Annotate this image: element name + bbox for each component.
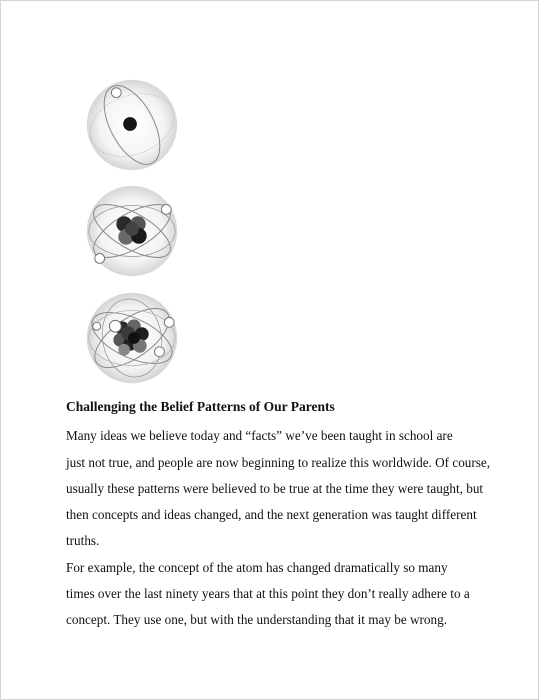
atom-illustration-small-nucleus [83,182,181,280]
paragraph-line: usually these patterns were believed to be true at the time they were taught, but [66,481,484,496]
section-heading: Challenging the Belief Patterns of Our Parents [66,399,335,414]
paragraph-line: Many ideas we believe today and “facts” we’ve been taught in school are [66,428,453,443]
atom-illustration-single-nucleus [83,76,181,174]
paragraph-line: For example, the concept of the atom has changed dramatically so many [66,560,448,575]
atom-2-graphic [83,182,181,280]
atom-1-graphic [83,76,181,174]
paragraph-line: just not true, and people are now beginning to realize this worldwide. Of course, [66,455,491,470]
paragraph-line: concept. They use one, but with the understanding that it may be wrong. [66,612,448,627]
atom-illustration-large-nucleus [83,289,181,387]
atom-3-graphic [83,289,181,387]
paragraph-line: times over the last ninety years that at this point they don’t really adhere to a [66,586,470,601]
paragraph-line: then concepts and ideas changed, and the next generation was taught different [66,507,477,522]
paragraph-line: truths. [66,533,100,548]
